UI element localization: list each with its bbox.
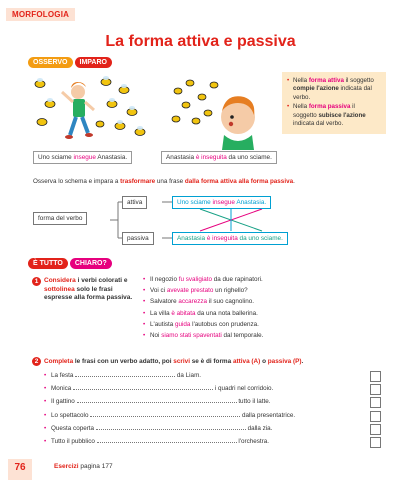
- list-item[interactable]: • L'autista guida l'autobus con prudenza.: [143, 319, 263, 330]
- fill-row: • Il gattino tutto il latte.: [44, 395, 384, 408]
- scheme-instruction: Osserva lo schema e impara a trasformare una frase dalla forma attiva alla forma passiva.: [33, 178, 295, 185]
- fill-row: • Questa coperta dalla zia.: [44, 422, 384, 435]
- list-item[interactable]: • Salvatore accarezza il suo cagnolino.: [143, 296, 263, 307]
- scheme-attiva-label: attiva: [122, 196, 147, 209]
- tutto-pill: È TUTTO: [28, 258, 68, 269]
- blank-field[interactable]: [77, 396, 237, 403]
- exercise-1-instruction: Considera i verbi colorati e sottolinea solo le frasi espresse alla forma passiva.: [44, 277, 133, 302]
- blank-field[interactable]: [96, 423, 246, 430]
- footer-exercises-ref: Esercizi pagina 177: [54, 463, 113, 470]
- exercise-2-number: 2: [32, 357, 41, 366]
- answer-box[interactable]: [370, 397, 381, 408]
- exercise-2-instruction: Completa le frasi con un verbo adatto, poi scrivi se è di forma attiva (A) o passiva (P).: [44, 358, 304, 365]
- chiaro-pill: CHIARO?: [70, 258, 112, 269]
- fill-row: • Monica i quadri nel corridoio.: [44, 382, 384, 395]
- osservo-imparo-label: [28, 57, 112, 68]
- rule-active: • Nella forma attiva il soggetto compie l'azione indicata dal verbo.: [287, 77, 380, 102]
- page-title: La forma attiva e passiva: [105, 33, 296, 50]
- scheme-passiva-label: passiva: [122, 232, 154, 245]
- fill-row: • Tutto il pubblico l'orchestra.: [44, 435, 384, 448]
- blank-field[interactable]: [97, 436, 237, 443]
- section-tag: MORFOLOGIA: [6, 8, 75, 21]
- answer-box[interactable]: [370, 384, 381, 395]
- fill-row: • La festa da Liam.: [44, 369, 384, 382]
- face-bees-illustration: [168, 75, 278, 150]
- scheme-attiva-sentence: Uno sciame insegue Anastasia.: [172, 196, 271, 209]
- caption-active: Uno sciame insegue Anastasia.: [33, 151, 132, 164]
- answer-box[interactable]: [370, 437, 381, 448]
- blank-field[interactable]: [90, 410, 240, 417]
- scheme-passiva-sentence: Anastasia è inseguita da uno sciame.: [172, 232, 288, 245]
- exercise-1-list: [143, 274, 263, 341]
- fill-row: • Lo spettacolo dalla presentatrice.: [44, 409, 384, 422]
- girl-bees-illustration: [28, 70, 158, 150]
- blank-field[interactable]: [75, 370, 175, 377]
- tutto-chiaro-label: [28, 258, 112, 269]
- scheme-root: forma del verbo: [33, 212, 87, 225]
- list-item[interactable]: • Il negozio fu svaligiato da due rapinatori.: [143, 274, 263, 285]
- list-item[interactable]: • Noi siamo stati spaventati dal temporale.: [143, 330, 263, 341]
- rule-note: [282, 72, 386, 134]
- exercise-2-list: [44, 369, 384, 448]
- exercise-1-number: 1: [32, 277, 41, 286]
- list-item[interactable]: • La villa è abitata da una nota ballerina.: [143, 308, 263, 319]
- page-number: 76: [8, 459, 32, 480]
- answer-box[interactable]: [370, 411, 381, 422]
- caption-passive: Anastasia è inseguita da uno sciame.: [161, 151, 277, 164]
- answer-box[interactable]: [370, 371, 381, 382]
- osservo-pill: OSSERVO: [28, 57, 73, 68]
- blank-field[interactable]: [73, 383, 213, 390]
- rule-passive: • Nella forma passiva il soggetto subisce l'azione indicata dal verbo.: [287, 103, 380, 128]
- answer-box[interactable]: [370, 424, 381, 435]
- list-item[interactable]: • Voi ci avevate prestato un righello?: [143, 285, 263, 296]
- imparo-pill: IMPARO: [75, 57, 112, 68]
